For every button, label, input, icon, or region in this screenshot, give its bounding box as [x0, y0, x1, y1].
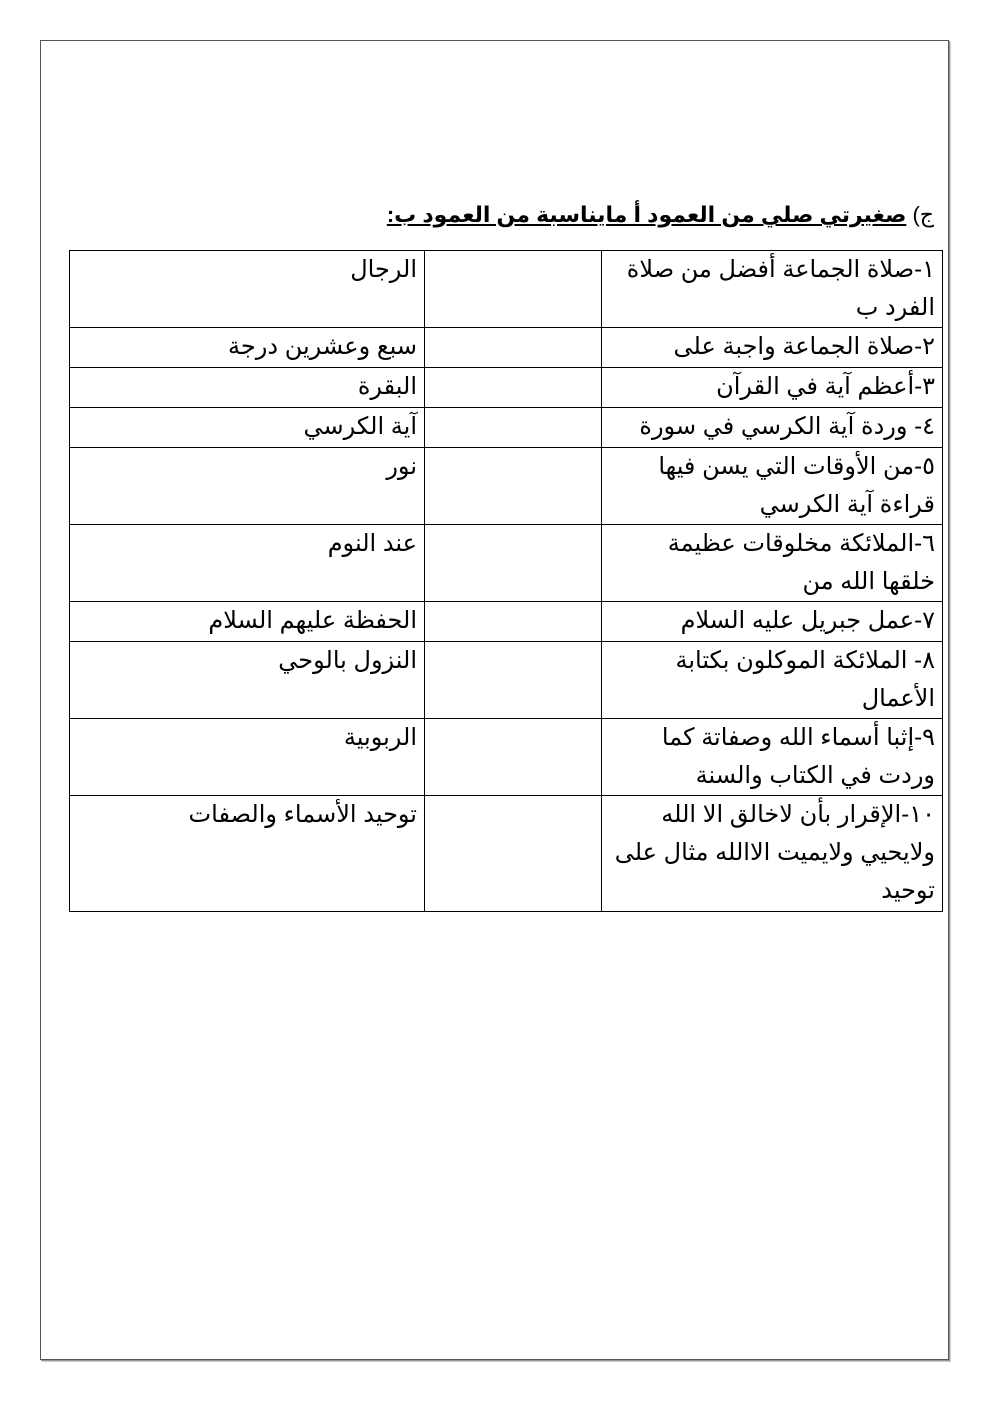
table-row [70, 368, 943, 408]
column-b-cell: الرجال [70, 251, 425, 328]
table-row [70, 719, 943, 796]
answer-cell [425, 368, 602, 408]
question-heading [387, 200, 934, 230]
question-letter: ج) [912, 202, 934, 227]
table-row [70, 642, 943, 719]
answer-cell [425, 719, 602, 796]
table-row [70, 525, 943, 602]
column-a-cell: ١-صلاة الجماعة أفضل من صلاة الفرد ب [602, 251, 943, 328]
answer-cell [425, 408, 602, 448]
table-row [70, 328, 943, 368]
column-a-cell: ٣-أعظم آية في القرآن [602, 368, 943, 408]
column-a-cell: ٢-صلاة الجماعة واجبة على [602, 328, 943, 368]
answer-cell [425, 796, 602, 912]
answer-cell [425, 328, 602, 368]
column-b-cell: النزول بالوحي [70, 642, 425, 719]
column-a-cell: ٧-عمل جبريل عليه السلام [602, 602, 943, 642]
column-b-cell: توحيد الأسماء والصفات [70, 796, 425, 912]
column-a-cell: ٩-إثبا أسماء الله وصفاتة كما وردت في الكتاب والسنة [602, 719, 943, 796]
column-b-cell: الربوبية [70, 719, 425, 796]
column-a-cell: ٦-الملائكة مخلوقات عظيمة خلقها الله من [602, 525, 943, 602]
column-b-cell: سبع وعشرين درجة [70, 328, 425, 368]
column-b-cell: آية الكرسي [70, 408, 425, 448]
column-b-cell: عند النوم [70, 525, 425, 602]
table-row [70, 408, 943, 448]
table-row [70, 796, 943, 912]
answer-cell [425, 602, 602, 642]
answer-cell [425, 525, 602, 602]
column-a-cell: ١٠-الإقرار بأن لاخالق الا الله ولايحيي ولايميت الاالله مثال على توحيد [602, 796, 943, 912]
matching-table [69, 250, 943, 912]
table-row [70, 602, 943, 642]
question-title: صغيرتي صلي من العمود أ مايناسبة من العمود ب: [386, 202, 907, 227]
column-b-cell: نور [70, 448, 425, 525]
column-b-cell: البقرة [70, 368, 425, 408]
column-a-cell: ٥-من الأوقات التي يسن فيها قراءة آية الكرسي [602, 448, 943, 525]
column-b-cell: الحفظة عليهم السلام [70, 602, 425, 642]
answer-cell [425, 642, 602, 719]
answer-cell [425, 251, 602, 328]
table-row [70, 448, 943, 525]
column-a-cell: ٨- الملائكة الموكلون بكتابة الأعمال [602, 642, 943, 719]
table-row [70, 251, 943, 328]
column-a-cell: ٤- وردة آية الكرسي في سورة [602, 408, 943, 448]
answer-cell [425, 448, 602, 525]
